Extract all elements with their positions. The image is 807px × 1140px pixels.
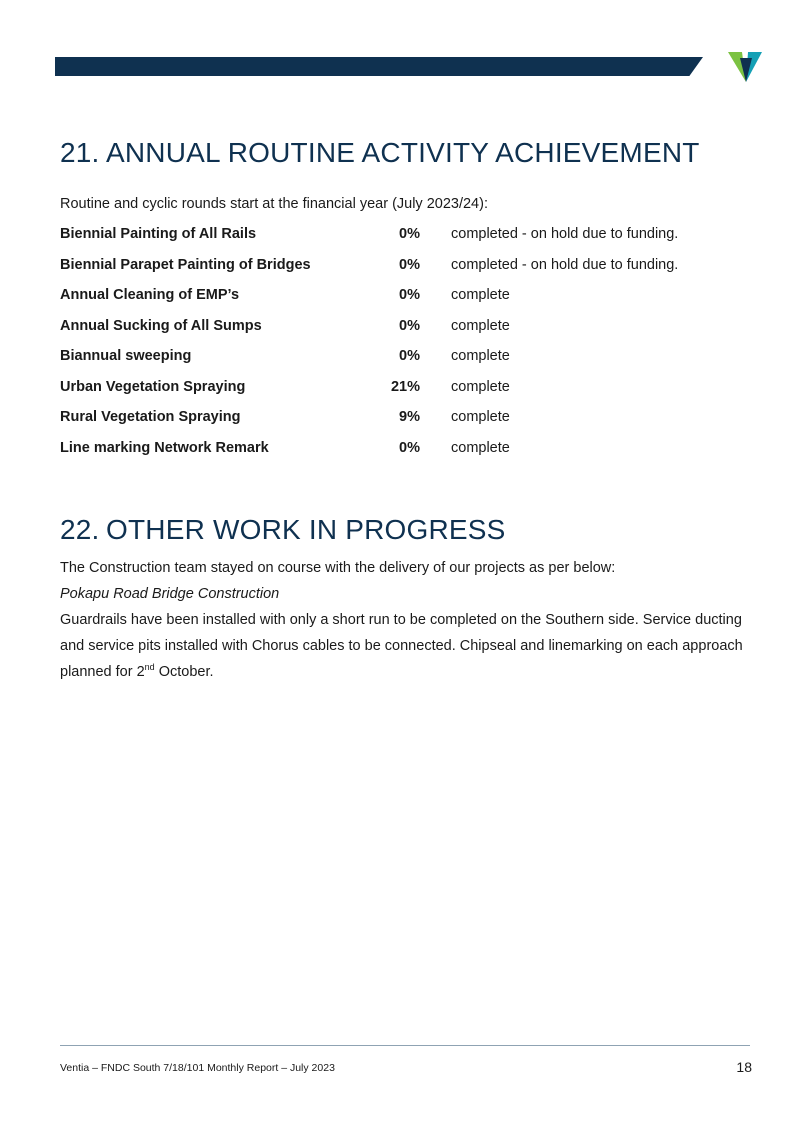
activity-row (60, 287, 760, 307)
activity-row (60, 379, 760, 399)
activity-status: completed - on hold due to funding. (451, 256, 679, 273)
project-title: Pokapu Road Bridge Construction (60, 586, 280, 602)
activity-status: complete (451, 409, 510, 425)
activity-row (60, 440, 760, 460)
section-number: 21. (60, 137, 100, 168)
activity-name: Line marking Network Remark (60, 439, 269, 456)
activity-name: Annual Cleaning of EMP’s (60, 287, 240, 303)
section-heading-21 (60, 137, 700, 169)
project-paragraph (60, 607, 760, 685)
activity-percent: 0% (399, 256, 420, 273)
activity-percent: 21% (390, 378, 420, 395)
section-title: ANNUAL ROUTINE ACTIVITY ACHIEVEMENT (106, 137, 700, 168)
ordinal-suffix: nd (144, 662, 155, 673)
activity-percent: 0% (399, 348, 420, 364)
footer-text: Ventia – FNDC South 7/18/101 Monthly Report – July 2023 (60, 1062, 335, 1074)
section-intro: The Construction team stayed on course with the delivery of our projects as per below: (60, 560, 616, 576)
activity-row (60, 348, 760, 368)
activity-status: complete (451, 287, 510, 303)
header-bar (55, 57, 703, 76)
section-number: 22. (60, 514, 100, 545)
footer-divider (60, 1045, 750, 1046)
activity-percent: 0% (399, 226, 420, 242)
activity-row (60, 226, 760, 246)
activity-status: completed - on hold due to funding. (451, 226, 679, 242)
activity-name: Biennial Painting of All Rails (60, 226, 257, 242)
activity-status: complete (451, 439, 510, 456)
activity-name: Rural Vegetation Spraying (60, 409, 241, 425)
ventia-logo-icon (728, 52, 762, 82)
page-number: 18 (736, 1059, 752, 1075)
activity-status: complete (451, 348, 510, 364)
section-title: OTHER WORK IN PROGRESS (106, 514, 506, 545)
activity-percent: 0% (399, 439, 420, 456)
paragraph-end: October. (154, 664, 214, 680)
activity-percent: 0% (399, 287, 420, 303)
paragraph-text: Guardrails have been installed with only a short run to be completed on the Southern side. Service ducting and service pits installed with Chorus cables to be connected. Chipseal and linemarking on each approach planned for 2 (60, 612, 743, 680)
activity-percent: 9% (399, 409, 420, 425)
activity-status: complete (451, 378, 510, 395)
activity-name: Biennial Parapet Painting of Bridges (60, 256, 311, 273)
activity-row (60, 257, 760, 277)
activity-row (60, 409, 760, 429)
activity-percent: 0% (399, 317, 420, 334)
activity-status: complete (451, 317, 510, 334)
activity-name: Biannual sweeping (60, 348, 192, 364)
section-intro: Routine and cyclic rounds start at the financial year (July 2023/24): (60, 196, 488, 212)
activity-name: Urban Vegetation Spraying (60, 378, 246, 395)
activity-row (60, 318, 760, 338)
section-heading-22 (60, 514, 506, 546)
activity-name: Annual Sucking of All Sumps (60, 317, 262, 334)
